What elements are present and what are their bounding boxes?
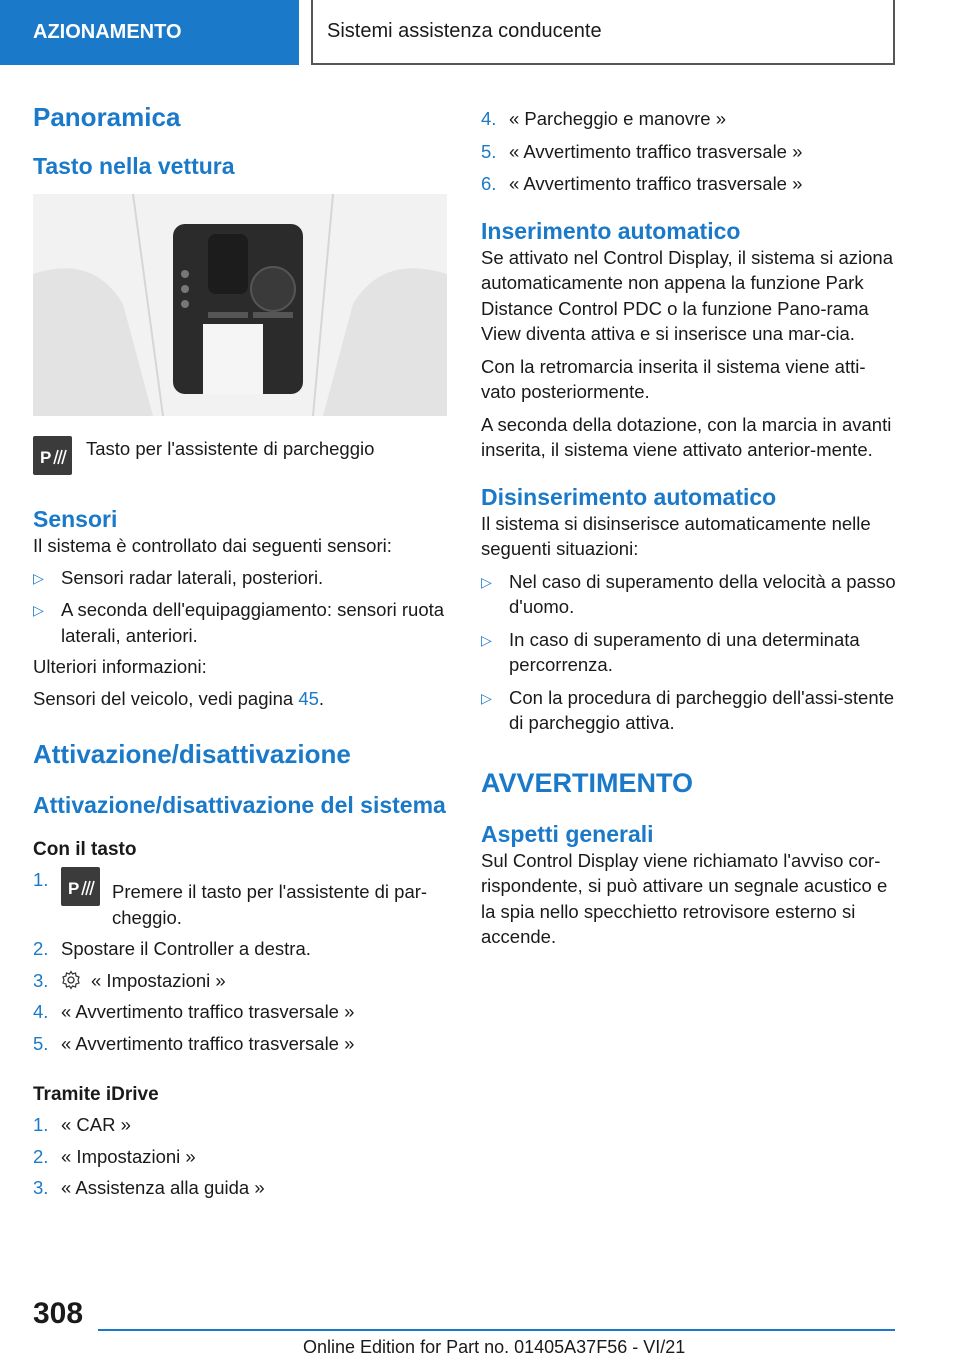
cross-reference: Sensori del veicolo, vedi pagina 45.: [33, 687, 325, 709]
auto-on-paragraph-3: A seconda della dotazione, con la marcia in avanti inserita, il sistema viene attivato anterior‐mente.: [481, 413, 892, 460]
list-item: 4. « Parcheggio e manovre »: [481, 108, 726, 129]
svg-text:P: P: [39, 447, 51, 467]
right-column: [481, 106, 896, 950]
section-tab: [0, 0, 299, 65]
bullet-triangle-icon: ▷: [33, 602, 44, 618]
list-item: 2. « Impostazioni »: [33, 1145, 196, 1167]
sensors-intro: Il sistema è controllato dai seguenti sensori:: [33, 535, 392, 556]
heading-idrive: Tramite iDrive: [33, 1084, 159, 1105]
console-illustration: [33, 194, 447, 416]
heading-overview: Panoramica: [33, 102, 181, 132]
heading-auto-on: Inserimento automatico: [481, 217, 741, 244]
svg-text:P: P: [67, 878, 79, 898]
list-item: 4. « Avvertimento traffico trasversale »: [33, 1001, 355, 1022]
page-link[interactable]: 45: [298, 687, 319, 709]
left-column: [33, 100, 447, 1201]
list-item: ▷ Sensori radar laterali, posteriori.: [33, 565, 447, 592]
section-label: AZIONAMENTO: [33, 21, 182, 43]
list-item: 5. « Avvertimento traffico trasversale »: [481, 140, 803, 162]
list-item: 1. « CAR »: [33, 1114, 131, 1135]
list-item: ▷ In caso di superamento di una determinata percorrenza.: [481, 627, 896, 678]
bullet-triangle-icon: ▷: [481, 573, 492, 590]
more-info-label: Ulteriori informazioni:: [33, 656, 207, 677]
heading-activation: Attivazione/disattivazione: [33, 739, 351, 769]
footer-divider: [98, 1329, 895, 1331]
edition-label: Online Edition for Part no. 01405A37F56 - VI/21: [303, 1337, 686, 1357]
general-paragraph: Sul Control Display viene richiamato l'avviso cor‐rispondente, si può attivare un segnale acustico e la spia nello specchietto retrovisore esterno si accende.: [481, 849, 888, 947]
list-item: ▷ A seconda dell'equipaggiamento: sensori ruota laterali, anteriori.: [33, 597, 447, 648]
heading-sensors: Sensori: [33, 506, 118, 532]
list-item: 6. « Avvertimento traffico trasversale »: [481, 173, 803, 194]
page-number: 308: [33, 1297, 84, 1330]
console-photo: [33, 194, 447, 416]
settings-gear-icon: [61, 970, 81, 990]
list-item: ▷ Con la procedura di parcheggio dell'assi‐stente di parcheggio attiva.: [481, 685, 896, 736]
heading-activation-system: Attivazione/disattivazione del sistema: [33, 792, 446, 818]
list-item: 3. « Assistenza alla guida »: [33, 1177, 265, 1198]
list-item: 2. Spostare il Controller a destra.: [33, 938, 311, 959]
list-item: 5. « Avvertimento traffico trasversale »: [33, 1032, 355, 1054]
bullet-triangle-icon: ▷: [33, 569, 44, 586]
auto-on-paragraph-1: Se attivato nel Control Display, il sistema si aziona automaticamente non appena la funzione Park Distance Control PDC o la funzione Pano‐rama View diventa attiva e si inserisce una mar‐cia.: [481, 246, 893, 344]
heading-key-in-car: Tasto nella vettura: [33, 153, 235, 179]
bullet-triangle-icon: ▷: [481, 631, 492, 648]
list-item: 3. « Impostazioni »: [33, 969, 226, 991]
list-item: ▷ Nel caso di superamento della velocità a passo d'uomo.: [481, 569, 896, 620]
list-item: 1. P Premere il tasto per l'assistente di par‐cheggio.: [33, 869, 428, 928]
park-assist-icon: [33, 436, 72, 475]
chapter-header: [311, 0, 895, 65]
bullet-triangle-icon: ▷: [481, 689, 492, 706]
heading-with-key: Con il tasto: [33, 839, 137, 860]
heading-general: Aspetti generali: [481, 820, 654, 847]
auto-off-intro: Il sistema si disinserisce automaticamente nelle seguenti situazioni:: [481, 512, 871, 559]
auto-on-paragraph-2: Con la retromarcia inserita il sistema viene atti‐vato posteriormente.: [481, 355, 866, 402]
heading-warning: AVVERTIMENTO: [481, 767, 694, 798]
heading-auto-off: Disinserimento automatico: [481, 483, 777, 510]
image-caption: Tasto per l'assistente di parcheggio: [86, 438, 375, 459]
park-assist-icon: [61, 867, 100, 906]
chapter-title: Sistemi assistenza conducente: [327, 20, 602, 42]
image-caption-row: [33, 436, 447, 475]
